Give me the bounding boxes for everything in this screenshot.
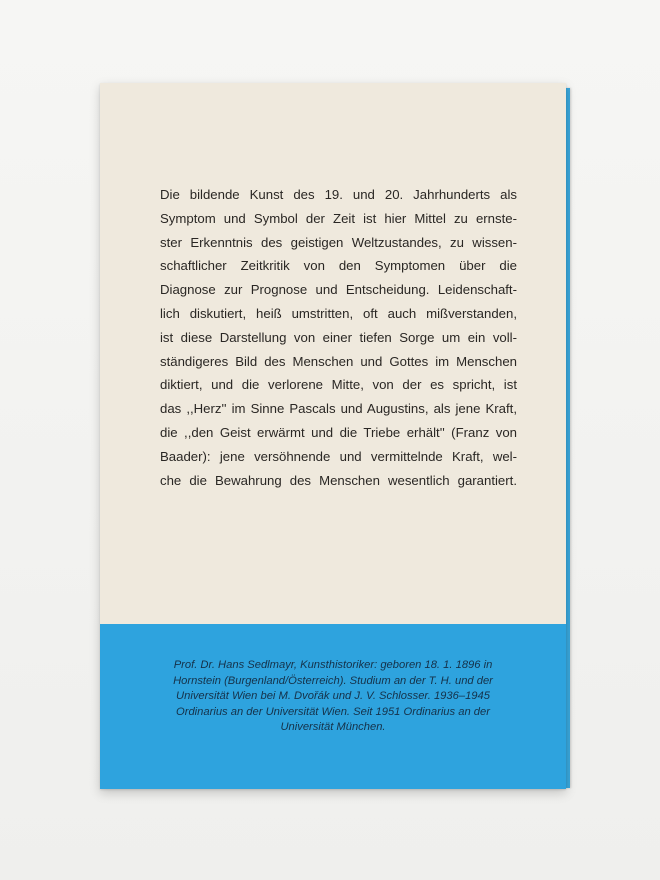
blurb-line: ständigeres Bild des Menschen und Gottes im Menschen [160, 353, 517, 369]
blurb-line: Symptom und Symbol der Zeit ist hier Mittel zu ernste- [160, 210, 517, 226]
blurb-line: che die Bewahrung des Menschen wesentlich garantiert. [160, 472, 517, 488]
bio-line: Universität Wien bei M. Dvořák und J. V. Schlosser. 1936–1945 [176, 690, 490, 703]
blurb-line: ist diese Darstellung von einer tiefen Sorge um ein voll- [160, 329, 517, 345]
blurb-line: Baader): jene versöhnende und vermittelnde Kraft, wel- [160, 448, 517, 464]
bio-line: Universität München. [280, 721, 386, 734]
bio-line: Prof. Dr. Hans Sedlmayr, Kunsthistoriker: geboren 18. 1. 1896 in [173, 659, 493, 671]
blurb-line: diktiert, und die verlorene Mitte, von der es spricht, ist [160, 377, 517, 393]
blurb-line: das ,,Herz'' im Sinne Pascals und Augustins, als jene Kraft, [160, 401, 517, 417]
bio-line: Ordinarius an der Universität Wien. Seit 1951 Ordinarius an der [176, 705, 490, 718]
blurb-line: die ,,den Geist erwärmt und die Triebe erhält'' (Franz von [160, 424, 517, 440]
blurb-text [160, 183, 517, 492]
book-back-cover [100, 83, 566, 789]
author-bio-band [100, 624, 566, 789]
blurb-line: Diagnose zur Prognose und Entscheidung. Leidenschaft- [160, 282, 517, 298]
author-bio [140, 658, 526, 736]
blurb-line: Die bildende Kunst des 19. und 20. Jahrhunderts als [160, 187, 517, 202]
bio-line: Hornstein (Burgenland/Österreich). Studium an der T. H. und der [173, 674, 493, 687]
blurb-line: ster Erkenntnis des geistigen Weltzustandes, zu wissen- [160, 234, 517, 250]
blurb-line: schaftlicher Zeitkritik von den Symptomen über die [160, 258, 517, 274]
blurb-line: lich diskutiert, heiß umstritten, oft auch mißverstanden, [160, 305, 517, 321]
